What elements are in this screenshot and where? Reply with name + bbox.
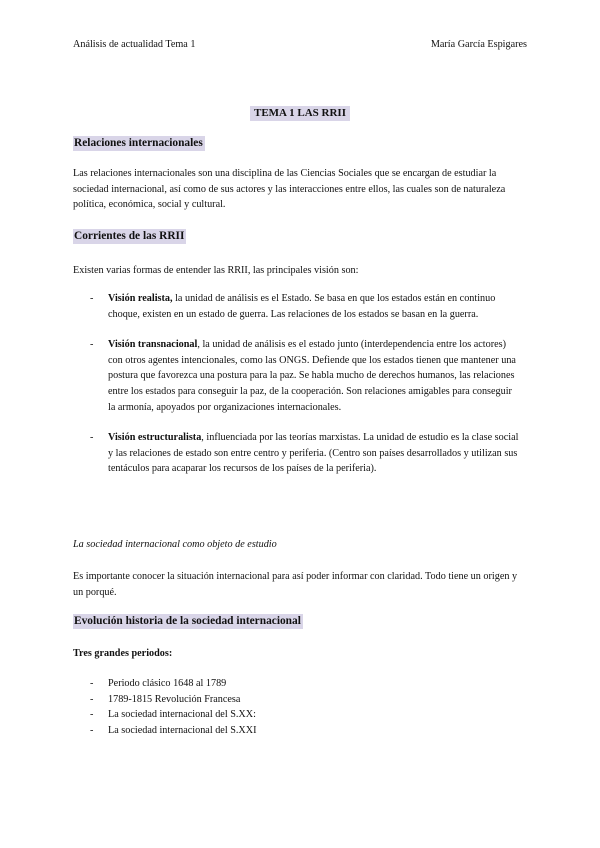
dash-bullet: - xyxy=(90,432,94,444)
heading-relaciones-internacionales: Relaciones internacionales xyxy=(74,137,203,149)
list-item-vision-estructuralista xyxy=(73,430,520,477)
period-text: La sociedad internacional del S.XXI xyxy=(108,724,257,736)
header-left: Análisis de actualidad Tema 1 xyxy=(73,39,196,50)
dash-bullet: - xyxy=(90,339,94,351)
label-tres-periodos: Tres grandes periodos: xyxy=(73,648,173,659)
list-item-period xyxy=(73,676,520,692)
dash-bullet: - xyxy=(90,724,94,736)
paragraph-corrientes-intro: Existen varias formas de entender las RRII, las principales visión son: xyxy=(73,265,359,276)
dash-bullet: - xyxy=(90,709,94,721)
list-item-period xyxy=(73,723,520,739)
title-container xyxy=(0,106,600,122)
periods-list xyxy=(73,676,520,738)
item-text: , la unidad de análisis es el estado junto (interdependencia entre los actores) con otros agentes intencionales, como las ONGS. Defiende que los estados tienen que mantener una postura que favorezca una postura para la paz. Se habla mucho de derechos humanos, las relaciones entre los estados para conseguir la paz, de la cooperación. Son relaciones amigables para conseguir la armonía, apoyados por organizaciones internacionales. xyxy=(108,339,516,413)
list-item-vision-realista xyxy=(73,291,520,322)
corrientes-list xyxy=(73,291,520,477)
subtitle-sociedad-internacional: La sociedad internacional como objeto de estudio xyxy=(73,539,277,550)
dash-bullet: - xyxy=(90,678,94,689)
period-text: 1789-1815 Revolución Francesa xyxy=(108,693,241,705)
period-text: La sociedad internacional del S.XX: xyxy=(108,709,256,721)
list-item-period xyxy=(73,692,520,708)
paragraph-relaciones-internacionales: Las relaciones internacionales son una disciplina de las Ciencias Sociales que se encargan de estudiar la sociedad internacional, así como de sus actores y las interacciones entre ellos, las cuales son de naturaleza política, económica, social y cultural. xyxy=(73,168,506,211)
dash-bullet: - xyxy=(90,693,94,705)
list-item-vision-transnacional xyxy=(73,337,520,415)
dash-bullet: - xyxy=(90,293,94,304)
item-label: Visión estructuralista xyxy=(108,432,202,444)
page-header xyxy=(73,37,527,53)
header-right: María García Espigares xyxy=(430,39,527,50)
item-text: , influenciada por las teorías marxistas. La unidad de estudio es la clase social y las relaciones de estado son entre centro y periferia. (Centro son países desarrollados y utilizan sus tentáculos para acaparar los recursos de los países de la periferia). xyxy=(108,432,519,475)
heading-evolucion: Evolución historia de la sociedad internacional xyxy=(74,615,301,627)
document-title: TEMA 1 LAS RRII xyxy=(250,106,350,121)
item-text: la unidad de análisis es el Estado. Se basa en que los estados están en continuo choque, existen en un estado de guerra. Las relaciones de los estados se basan en la guerra. xyxy=(108,293,496,320)
list-item-period xyxy=(73,707,520,723)
period-text: Periodo clásico 1648 al 1789 xyxy=(108,678,227,689)
item-label: Visión realista, xyxy=(108,293,173,304)
paragraph-sociedad-internacional: Es importante conocer la situación internacional para así poder informar con claridad. Todo tiene un origen y un porqué. xyxy=(73,571,518,598)
item-label: Visión transnacional xyxy=(108,339,198,351)
heading-corrientes: Corrientes de las RRII xyxy=(74,230,185,242)
